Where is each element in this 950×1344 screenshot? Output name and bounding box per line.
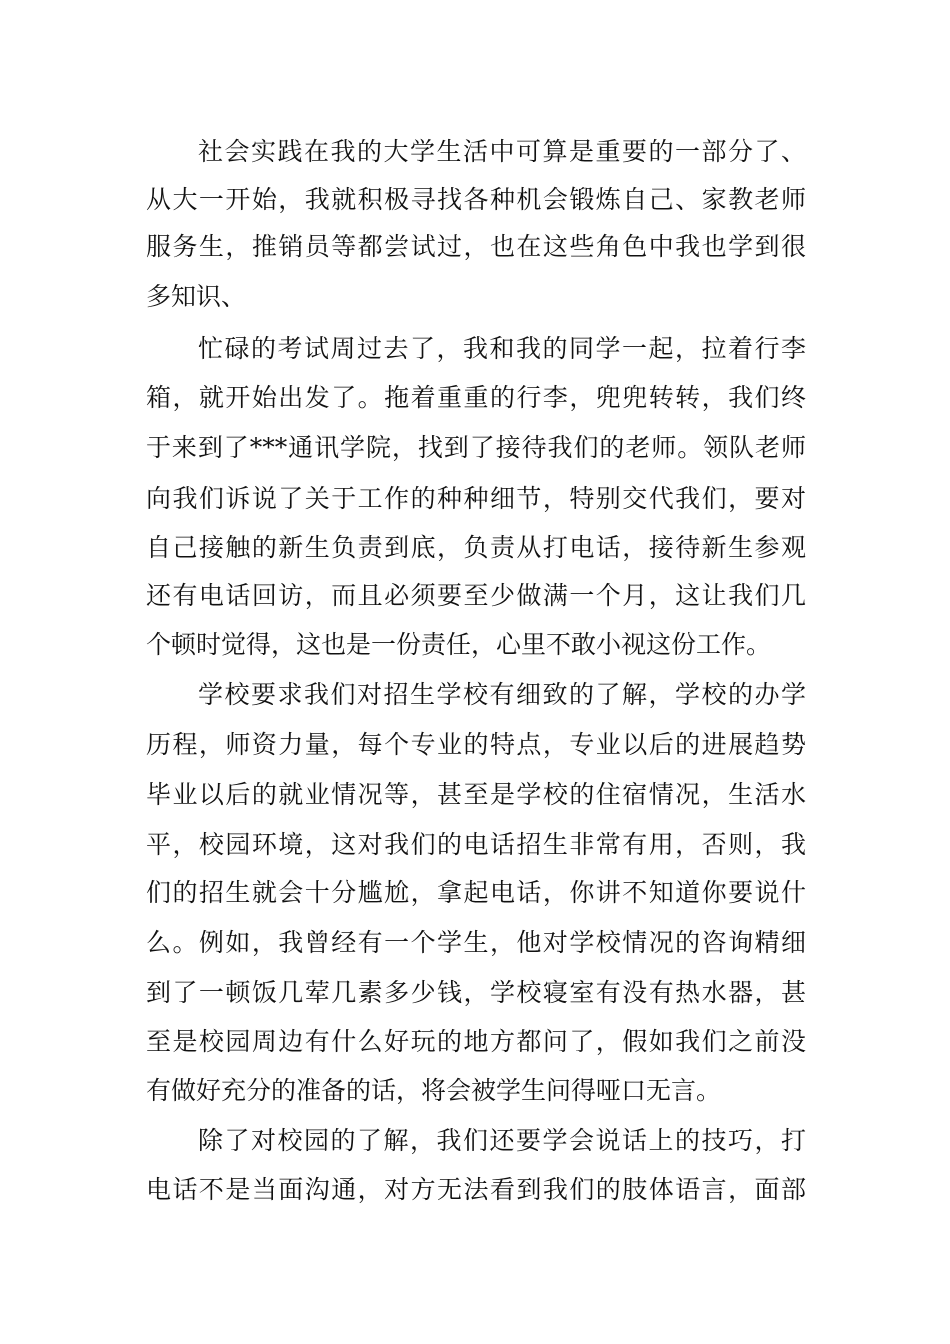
paragraph-2-line-3: 于来到了***通讯学院，找到了接待我们的老师。领队老师 (146, 433, 806, 462)
paragraph-2-line-5: 自己接触的新生负责到底，负责从打电话，接待新生参观 (146, 533, 806, 562)
paragraph-2-line-2: 箱，就开始出发了。拖着重重的行李，兜兜转转，我们终 (146, 383, 806, 412)
paragraph-1-line-2: 从大一开始，我就积极寻找各种机会锻炼自己、家教老师 (146, 185, 806, 214)
paragraph-3-line-5: 们的招生就会十分尴尬，拿起电话，你讲不知道你要说什 (146, 878, 806, 907)
paragraph-2-line-7: 个顿时觉得，这也是一份责任，心里不敢小视这份工作。 (146, 630, 772, 659)
paragraph-2-line-4: 向我们诉说了关于工作的种种细节，特别交代我们，要对 (146, 484, 806, 513)
paragraph-3-line-8: 至是校园周边有什么好玩的地方都问了，假如我们之前没 (146, 1027, 806, 1056)
paragraph-1-line-3: 服务生，推销员等都尝试过，也在这些角色中我也学到很 (146, 232, 806, 261)
paragraph-3-line-2: 历程，师资力量，每个专业的特点，专业以后的进展趋势 (146, 730, 806, 759)
paragraph-1-line-1: 社会实践在我的大学生活中可算是重要的一部分了、 (198, 137, 806, 166)
paragraph-2-line-1: 忙碌的考试周过去了，我和我的同学一起，拉着行李 (198, 334, 806, 363)
paragraph-3-line-9: 有做好充分的准备的话，将会被学生问得哑口无言。 (146, 1076, 722, 1105)
paragraph-3-line-3: 毕业以后的就业情况等，甚至是学校的住宿情况，生活水 (146, 780, 806, 809)
paragraph-1-line-4: 多知识、 (146, 282, 247, 311)
paragraph-3-line-7: 到了一顿饭几荤几素多少钱，学校寝室有没有热水器，甚 (146, 978, 806, 1007)
paragraph-2-line-6: 还有电话回访，而且必须要至少做满一个月，这让我们几 (146, 581, 806, 610)
paragraph-3-line-4: 平，校园环境，这对我们的电话招生非常有用，否则，我 (146, 830, 806, 859)
paragraph-3-line-6: 么。例如，我曾经有一个学生，他对学校情况的咨询精细 (146, 928, 806, 957)
paragraph-4-line-2: 电话不是当面沟通，对方无法看到我们的肢体语言，面部 (146, 1175, 806, 1204)
paragraph-4-line-1: 除了对校园的了解，我们还要学会说话上的技巧，打 (198, 1126, 806, 1155)
paragraph-3-line-1: 学校要求我们对招生学校有细致的了解，学校的办学 (198, 680, 806, 709)
